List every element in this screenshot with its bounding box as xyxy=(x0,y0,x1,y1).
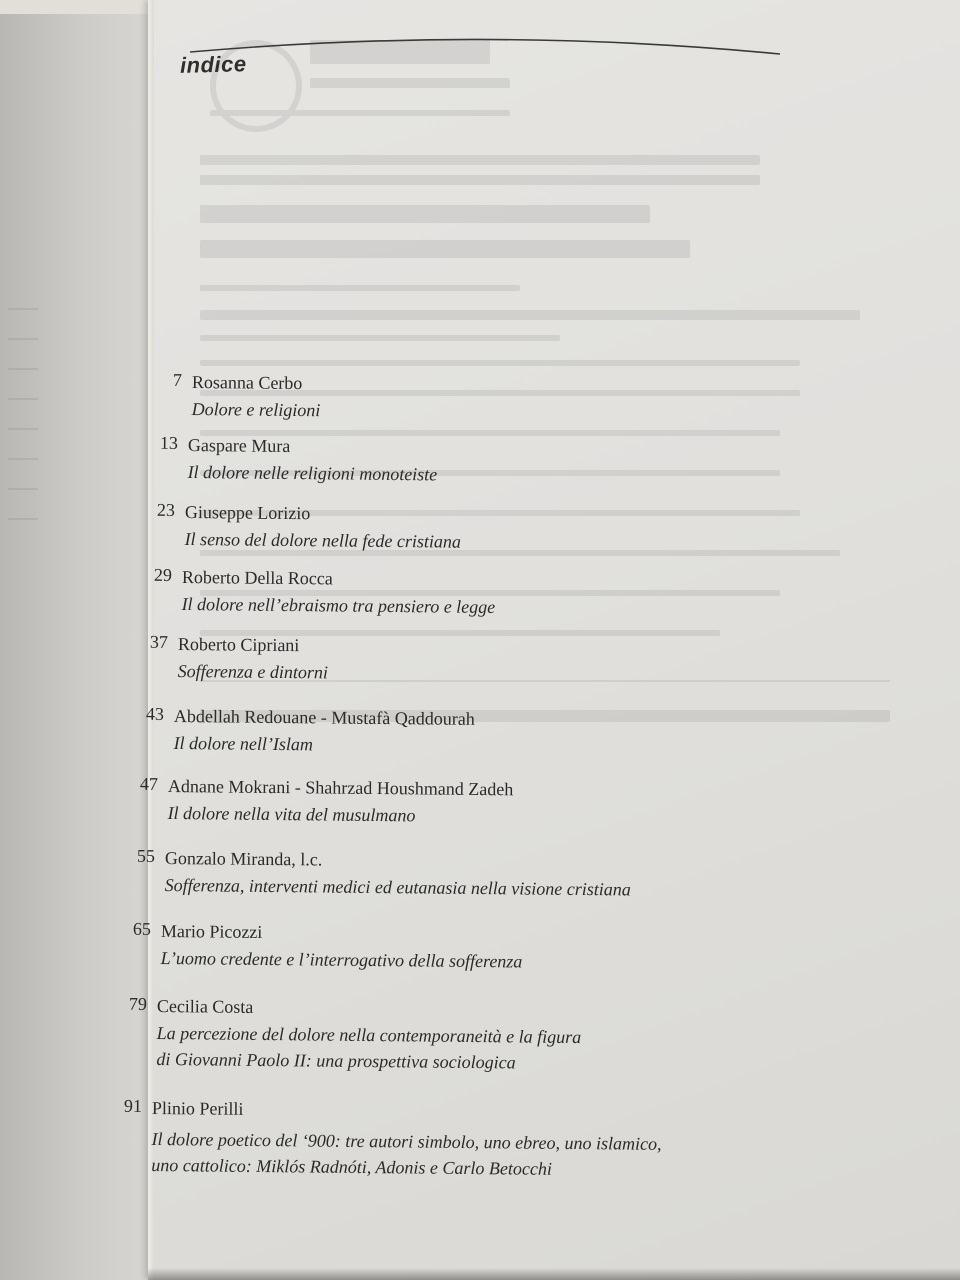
entry-title: Il dolore nell’ebraismo tra pensiero e legge xyxy=(181,593,496,618)
entry-title: La percezione del dolore nella contemporaneità e la figura xyxy=(156,1022,582,1048)
entry-title-line-2: di Giovanni Paolo II: una prospettiva sociologica xyxy=(156,1048,516,1073)
page-number: 79 xyxy=(128,993,148,1014)
page-number: 37 xyxy=(149,631,169,652)
toc-entry[interactable] xyxy=(149,631,329,685)
toc-entry[interactable] xyxy=(128,993,582,1076)
entry-title: Sofferenza, interventi medici ed eutanasia nella visione cristiana xyxy=(164,874,631,900)
page-number: 29 xyxy=(153,564,173,585)
page-number: 91 xyxy=(123,1095,143,1116)
page-bottom-shadow xyxy=(148,1268,960,1280)
entry-title: Il senso del dolore nella fede cristiana xyxy=(184,528,462,552)
toc-entry[interactable] xyxy=(159,432,438,487)
entry-author: Roberto Della Rocca xyxy=(181,566,333,589)
entry-author: Abdellah Redouane - Mustafà Qaddourah xyxy=(173,705,475,729)
toc-entry[interactable] xyxy=(172,369,321,423)
entry-title: Il dolore poetico del ‘900: tre autori simbolo, uno ebreo, uno islamico, xyxy=(151,1128,662,1154)
toc-entry[interactable] xyxy=(136,845,632,902)
toc-entry[interactable] xyxy=(156,499,462,555)
entry-title: Sofferenza e dintorni xyxy=(177,660,329,683)
section-heading: indice xyxy=(179,51,247,78)
entry-title: Il dolore nell’Islam xyxy=(173,732,314,755)
page-number: 13 xyxy=(159,432,179,453)
entry-author: Gonzalo Miranda, l.c. xyxy=(164,847,323,870)
toc-entry[interactable] xyxy=(153,564,496,620)
page-number: 65 xyxy=(132,918,152,939)
entry-author: Plinio Perilli xyxy=(151,1097,244,1119)
entry-author: Adnane Mokrani - Shahrzad Houshmand Zadeh xyxy=(167,775,514,800)
entry-title: L’uomo credente e l’interrogativo della sofferenza xyxy=(160,947,523,972)
entry-author: Rosanna Cerbo xyxy=(191,371,303,394)
toc-entry[interactable] xyxy=(139,773,514,829)
entry-author: Roberto Cipriani xyxy=(177,633,300,656)
page-number: 55 xyxy=(136,845,156,866)
entry-title: Il dolore nella vita del musulmano xyxy=(167,802,416,826)
toc-entry[interactable] xyxy=(145,703,475,759)
entry-author: Giuseppe Lorizio xyxy=(184,501,311,524)
entry-title: Il dolore nelle religioni monoteiste xyxy=(187,461,438,485)
entry-author: Gaspare Mura xyxy=(187,434,291,456)
toc-entry[interactable] xyxy=(132,918,523,974)
entry-author: Cecilia Costa xyxy=(156,995,254,1017)
entry-title: Dolore e religioni xyxy=(191,398,321,421)
page-number: 47 xyxy=(139,773,159,794)
entry-author: Mario Picozzi xyxy=(160,920,263,942)
page-number: 43 xyxy=(145,703,165,724)
toc-entry[interactable] xyxy=(123,1095,662,1183)
page-number: 23 xyxy=(156,499,176,520)
entry-title-line-2: uno cattolico: Miklós Radnóti, Adonis e Carlo Betocchi xyxy=(151,1154,553,1179)
page-number: 7 xyxy=(172,369,183,390)
